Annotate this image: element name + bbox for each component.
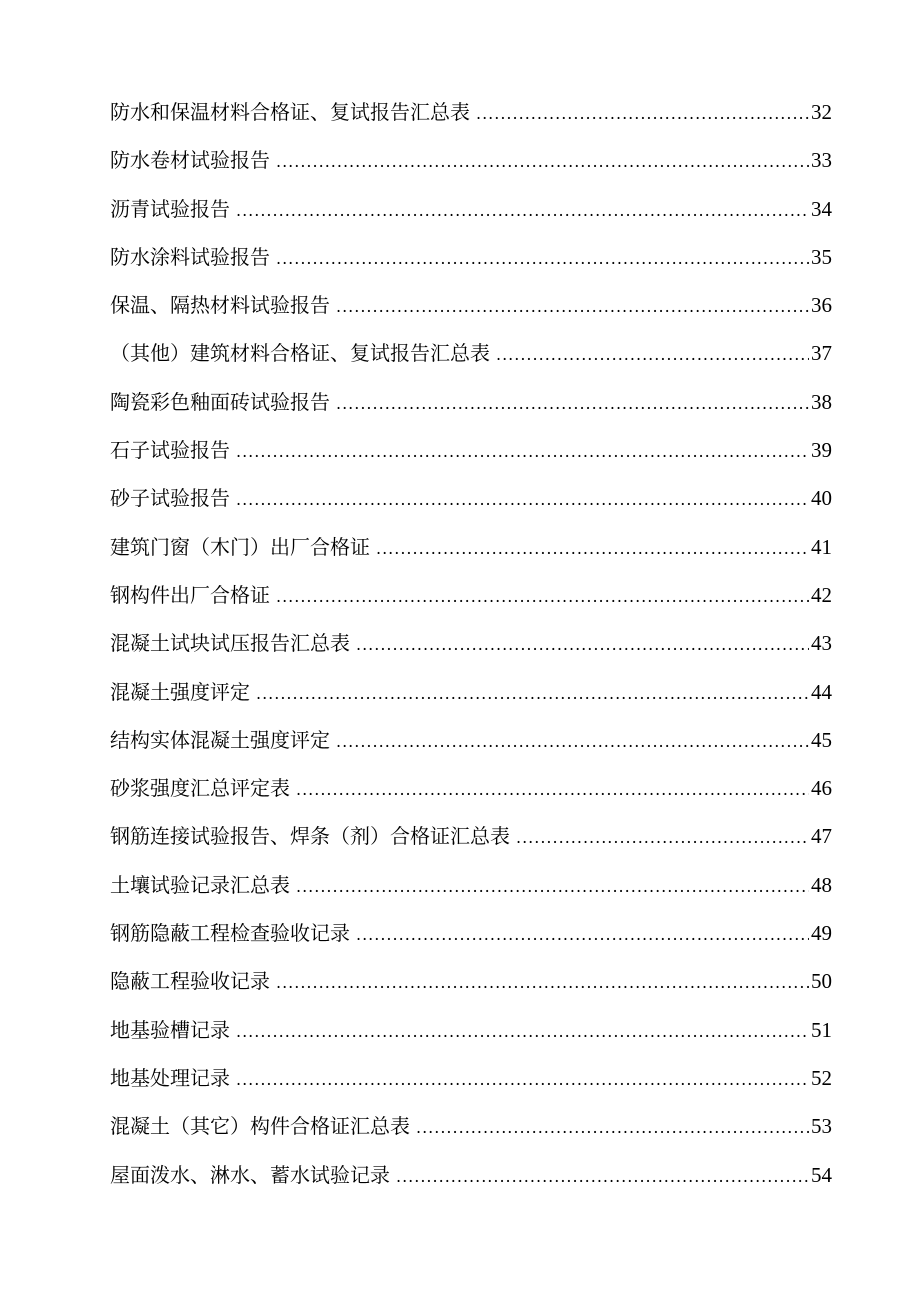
toc-entry-page: 37 bbox=[811, 341, 832, 366]
toc-entry[interactable] bbox=[110, 474, 832, 522]
toc-entry-page: 39 bbox=[811, 438, 832, 463]
toc-entry[interactable] bbox=[110, 185, 832, 233]
toc-entry[interactable] bbox=[110, 426, 832, 474]
toc-entry-title: 土壤试验记录汇总表 bbox=[110, 872, 290, 897]
toc-entry-page: 52 bbox=[811, 1065, 832, 1090]
toc-entry[interactable] bbox=[110, 957, 832, 1005]
toc-entry[interactable] bbox=[110, 1006, 832, 1054]
toc-entry-title: 混凝土强度评定 bbox=[110, 679, 250, 704]
toc-dot-leader bbox=[496, 331, 809, 379]
toc-dot-leader bbox=[276, 138, 809, 186]
toc-dot-leader bbox=[396, 1153, 809, 1201]
toc-entry-page: 33 bbox=[811, 148, 832, 173]
toc-entry-title: 保温、隔热材料试验报告 bbox=[110, 293, 330, 318]
table-of-contents bbox=[110, 88, 832, 1199]
toc-entry-title: 屋面泼水、淋水、蓄水试验记录 bbox=[110, 1162, 390, 1187]
toc-entry-title: 隐蔽工程验收记录 bbox=[110, 969, 270, 994]
toc-entry-title: 沥青试验报告 bbox=[110, 196, 230, 221]
toc-entry-title: 石子试验报告 bbox=[110, 438, 230, 463]
toc-dot-leader bbox=[256, 670, 809, 718]
toc-entry-page: 50 bbox=[811, 969, 832, 994]
toc-entry-title: 建筑门窗（木门）出厂合格证 bbox=[110, 534, 370, 559]
toc-entry[interactable] bbox=[110, 619, 832, 667]
toc-dot-leader bbox=[236, 187, 809, 235]
toc-entry-title: 钢构件出厂合格证 bbox=[110, 582, 270, 607]
toc-entry-page: 47 bbox=[811, 824, 832, 849]
toc-dot-leader bbox=[276, 235, 809, 283]
toc-entry[interactable] bbox=[110, 1151, 832, 1199]
toc-dot-leader bbox=[296, 766, 809, 814]
toc-entry[interactable] bbox=[110, 136, 832, 184]
toc-entry-title: 混凝土试块试压报告汇总表 bbox=[110, 631, 350, 656]
toc-dot-leader bbox=[276, 959, 809, 1007]
toc-entry-title: 砂子试验报告 bbox=[110, 486, 230, 511]
toc-entry[interactable] bbox=[110, 281, 832, 329]
toc-entry[interactable] bbox=[110, 668, 832, 716]
toc-entry[interactable] bbox=[110, 88, 832, 136]
toc-entry[interactable] bbox=[110, 233, 832, 281]
toc-entry-page: 41 bbox=[811, 534, 832, 559]
toc-entry[interactable] bbox=[110, 861, 832, 909]
toc-entry[interactable] bbox=[110, 764, 832, 812]
toc-entry-page: 35 bbox=[811, 244, 832, 269]
toc-entry-title: 钢筋连接试验报告、焊条（剂）合格证汇总表 bbox=[110, 824, 510, 849]
toc-dot-leader bbox=[296, 863, 809, 911]
toc-entry-page: 48 bbox=[811, 872, 832, 897]
toc-dot-leader bbox=[376, 525, 809, 573]
toc-entry-title: 钢筋隐蔽工程检查验收记录 bbox=[110, 921, 350, 946]
toc-entry-page: 54 bbox=[811, 1162, 832, 1187]
toc-entry[interactable] bbox=[110, 571, 832, 619]
toc-entry-page: 53 bbox=[811, 1114, 832, 1139]
toc-entry-page: 36 bbox=[811, 293, 832, 318]
toc-entry-title: 防水和保温材料合格证、复试报告汇总表 bbox=[110, 100, 470, 124]
toc-entry-title: 地基验槽记录 bbox=[110, 1017, 230, 1042]
toc-dot-leader bbox=[336, 380, 809, 428]
toc-entry-page: 42 bbox=[811, 582, 832, 607]
toc-entry-title: （其他）建筑材料合格证、复试报告汇总表 bbox=[110, 341, 490, 366]
toc-entry-page: 32 bbox=[811, 100, 832, 124]
toc-entry[interactable] bbox=[110, 812, 832, 860]
toc-entry-page: 40 bbox=[811, 486, 832, 511]
toc-entry-title: 砂浆强度汇总评定表 bbox=[110, 776, 290, 801]
toc-entry[interactable] bbox=[110, 523, 832, 571]
toc-dot-leader bbox=[236, 1008, 809, 1056]
toc-entry-title: 结构实体混凝土强度评定 bbox=[110, 727, 330, 752]
toc-dot-leader bbox=[416, 1104, 809, 1152]
toc-entry-page: 34 bbox=[811, 196, 832, 221]
toc-entry-page: 38 bbox=[811, 389, 832, 414]
toc-entry-page: 44 bbox=[811, 679, 832, 704]
toc-entry[interactable] bbox=[110, 329, 832, 377]
toc-dot-leader bbox=[336, 718, 809, 766]
toc-entry-title: 防水涂料试验报告 bbox=[110, 244, 270, 269]
toc-dot-leader bbox=[516, 814, 809, 862]
toc-dot-leader bbox=[476, 90, 809, 138]
toc-entry[interactable] bbox=[110, 909, 832, 957]
toc-dot-leader bbox=[336, 283, 809, 331]
toc-entry[interactable] bbox=[110, 1102, 832, 1150]
toc-entry-title: 防水卷材试验报告 bbox=[110, 148, 270, 173]
toc-dot-leader bbox=[276, 573, 809, 621]
toc-dot-leader bbox=[236, 428, 809, 476]
toc-entry-page: 43 bbox=[811, 631, 832, 656]
toc-dot-leader bbox=[236, 476, 809, 524]
toc-entry[interactable] bbox=[110, 378, 832, 426]
toc-entry-page: 51 bbox=[811, 1017, 832, 1042]
toc-entry-title: 地基处理记录 bbox=[110, 1065, 230, 1090]
toc-entry-page: 46 bbox=[811, 776, 832, 801]
toc-entry-title: 混凝土（其它）构件合格证汇总表 bbox=[110, 1114, 410, 1139]
toc-dot-leader bbox=[356, 621, 809, 669]
toc-entry-page: 45 bbox=[811, 727, 832, 752]
toc-entry-page: 49 bbox=[811, 921, 832, 946]
toc-dot-leader bbox=[236, 1056, 809, 1104]
toc-dot-leader bbox=[356, 911, 809, 959]
toc-entry[interactable] bbox=[110, 1054, 832, 1102]
toc-entry[interactable] bbox=[110, 716, 832, 764]
toc-entry-title: 陶瓷彩色釉面砖试验报告 bbox=[110, 389, 330, 414]
